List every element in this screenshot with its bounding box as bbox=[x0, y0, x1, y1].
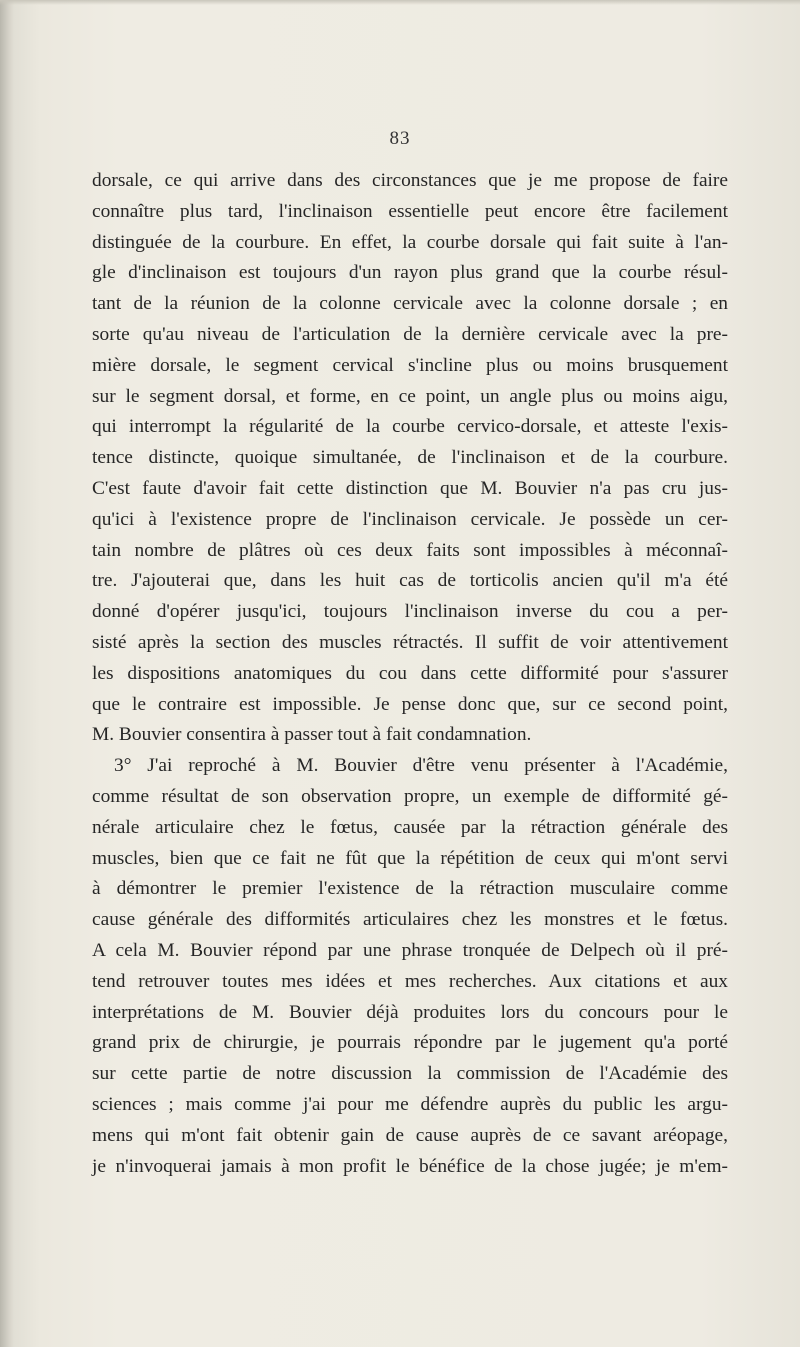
text-line: mière dorsale, le segment cervical s'incline plus ou moins brusquement bbox=[92, 354, 728, 376]
text-line: C'est faute d'avoir fait cette distinction que M. Bouvier n'a pas cru jus- bbox=[92, 477, 728, 499]
text-line: que le contraire est impossible. Je pense donc que, sur ce second point, bbox=[92, 693, 728, 715]
text-line: muscles, bien que ce fait ne fût que la répétition de ceux qui m'ont servi bbox=[92, 847, 728, 869]
text-line: cause générale des difformités articulaires chez les monstres et le fœtus. bbox=[92, 909, 728, 931]
text-line: qui interrompt la régularité de la courbe cervico-dorsale, et atteste l'exis- bbox=[92, 416, 728, 438]
text-line: qu'ici à l'existence propre de l'inclinaison cervicale. Je possède un cer- bbox=[92, 508, 728, 530]
text-line: les dispositions anatomiques du cou dans cette difformité pour s'assurer bbox=[92, 662, 728, 684]
text-line: distinguée de la courbure. En effet, la courbe dorsale qui fait suite à l'an- bbox=[92, 231, 728, 253]
text-line: tre. J'ajouterai que, dans les huit cas de torticolis ancien qu'il m'a été bbox=[92, 570, 728, 592]
body-text bbox=[92, 166, 728, 1182]
text-line: tence distincte, quoique simultanée, de l'inclinaison et de la courbure. bbox=[92, 447, 728, 469]
page-binding-shadow bbox=[0, 0, 14, 1347]
text-line: comme résultat de son observation propre, un exemple de difformité gé- bbox=[92, 785, 728, 807]
paragraph-start-line: 3° J'ai reproché à M. Bouvier d'être venu présenter à l'Académie, bbox=[114, 755, 728, 777]
text-line: connaître plus tard, l'inclinaison essentielle peut encore être facilement bbox=[92, 200, 728, 222]
text-line: je n'invoquerai jamais à mon profit le bénéfice de la chose jugée; je m'em- bbox=[92, 1155, 728, 1177]
text-line: tain nombre de plâtres où ces deux faits sont impossibles à méconnaî- bbox=[92, 539, 728, 561]
text-line: interprétations de M. Bouvier déjà produites lors du concours pour le bbox=[92, 1001, 728, 1023]
text-line: sur le segment dorsal, et forme, en ce point, un angle plus ou moins aigu, bbox=[92, 385, 728, 407]
text-line: sciences ; mais comme j'ai pour me défendre auprès du public les argu- bbox=[92, 1093, 728, 1115]
text-line: tend retrouver toutes mes idées et mes recherches. Aux citations et aux bbox=[92, 970, 728, 992]
text-line: mens qui m'ont fait obtenir gain de cause auprès de ce savant aréopage, bbox=[92, 1124, 728, 1146]
text-line: grand prix de chirurgie, je pourrais répondre par le jugement qu'a porté bbox=[92, 1032, 728, 1054]
text-line: dorsale, ce qui arrive dans des circonstances que je me propose de faire bbox=[92, 170, 728, 191]
text-line: donné d'opérer jusqu'ici, toujours l'inclinaison inverse du cou a per- bbox=[92, 601, 728, 623]
text-line: nérale articulaire chez le fœtus, causée par la rétraction générale des bbox=[92, 816, 728, 838]
text-line-small-caps: à démontrer le premier l'existence de la rétraction musculaire comme bbox=[92, 878, 728, 900]
text-line: sur cette partie de notre discussion la commission de l'Académie des bbox=[92, 1063, 728, 1085]
page-number: 83 bbox=[389, 128, 411, 149]
text-line: gle d'inclinaison est toujours d'un rayon plus grand que la courbe résul- bbox=[92, 262, 728, 284]
paragraph-end-line: M. Bouvier consentira à passer tout à fait condamnation. bbox=[92, 724, 532, 746]
text-line: A cela M. Bouvier répond par une phrase tronquée de Delpech où il pré- bbox=[92, 939, 728, 961]
text-line: tant de la réunion de la colonne cervicale avec la colonne dorsale ; en bbox=[92, 293, 728, 315]
page-top-edge bbox=[0, 0, 800, 5]
text-line: sisté après la section des muscles rétractés. Il suffit de voir attentivement bbox=[92, 631, 728, 653]
text-line: sorte qu'au niveau de l'articulation de la dernière cervicale avec la pre- bbox=[92, 323, 728, 345]
